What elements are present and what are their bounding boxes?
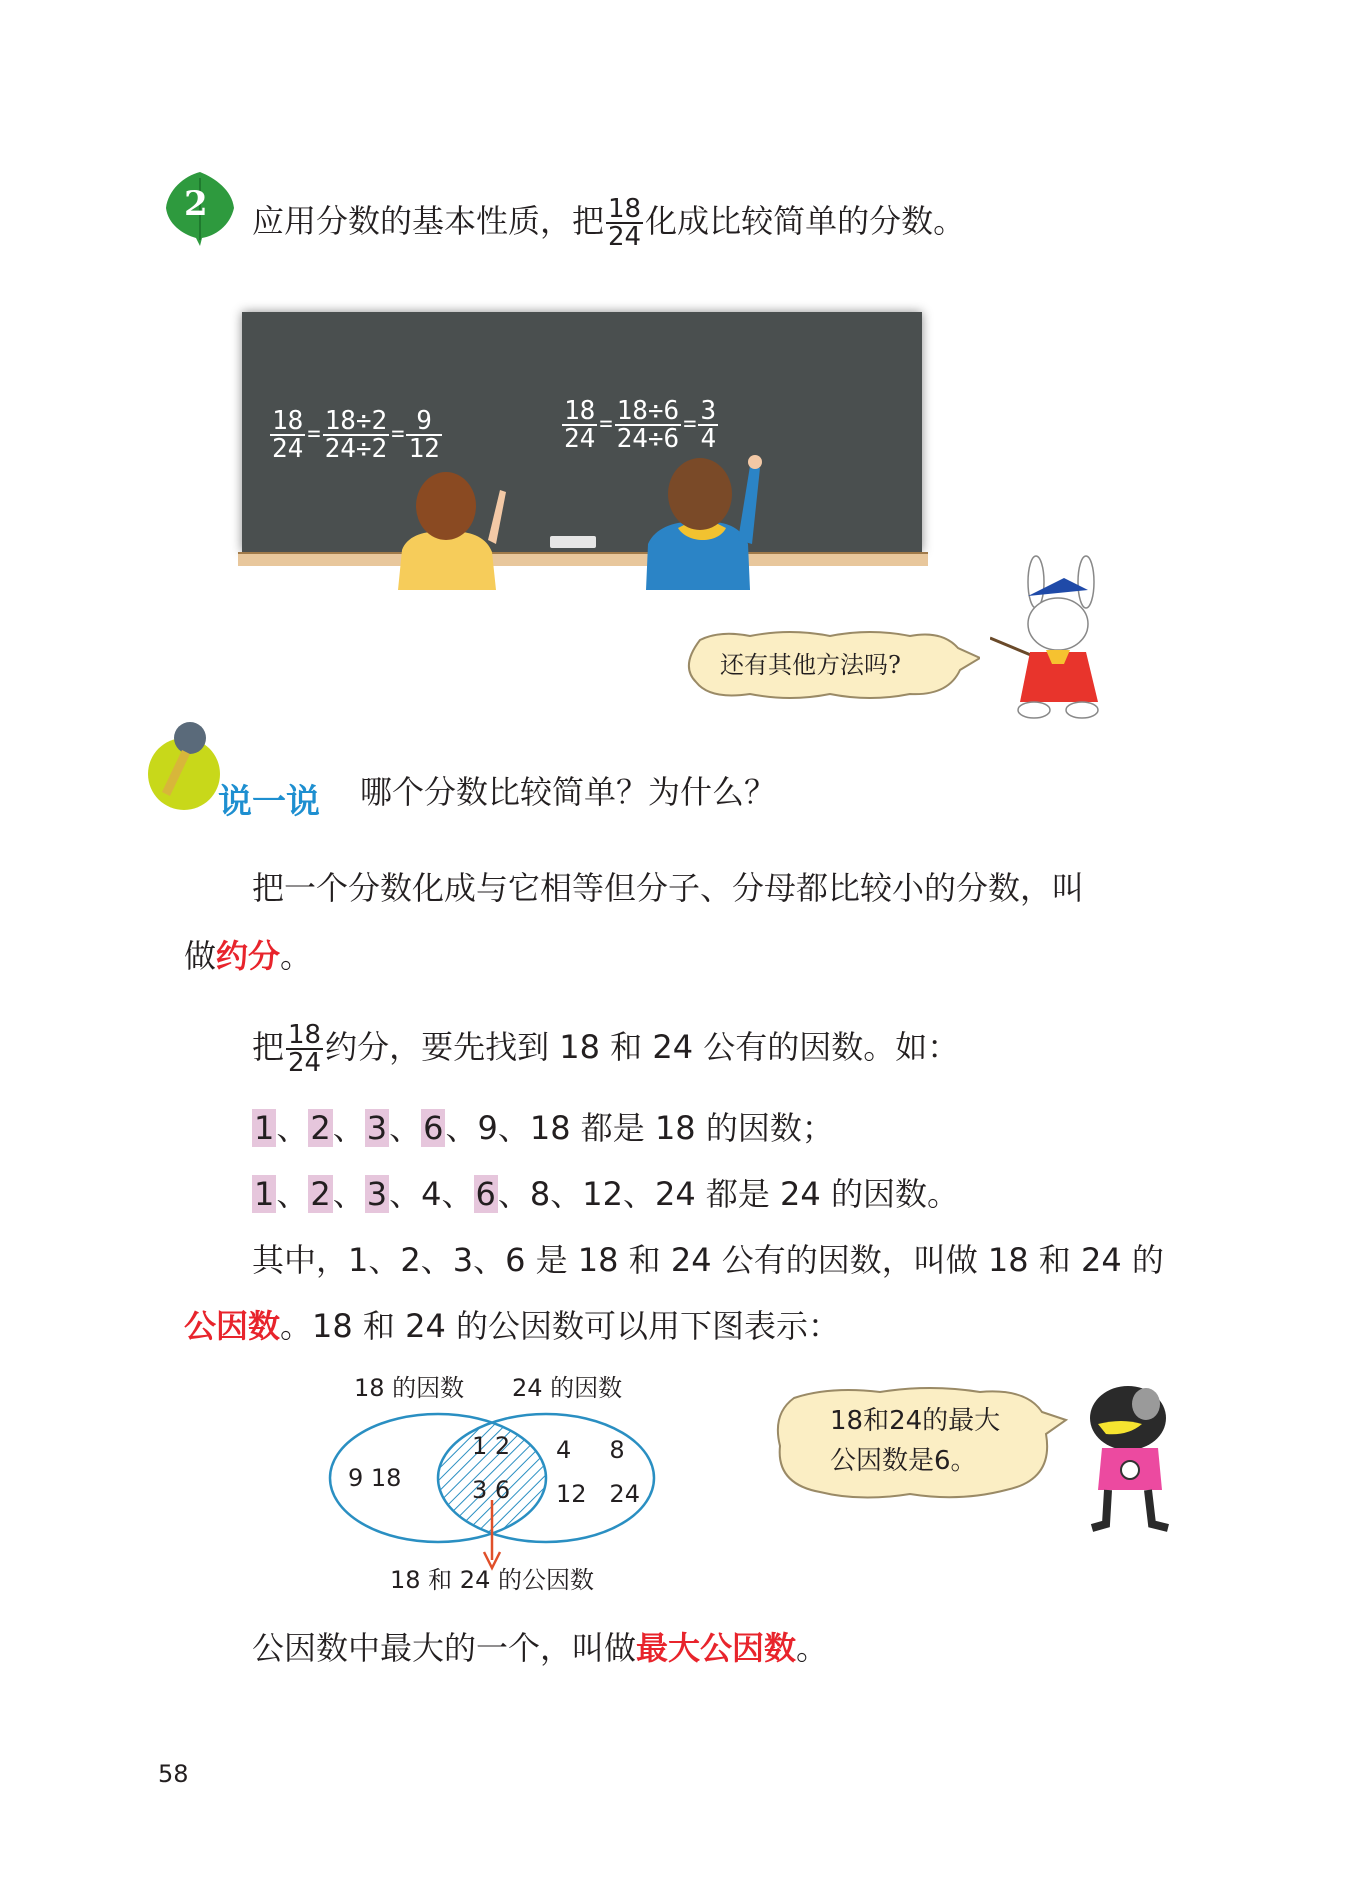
chalk-equation-left: $\frac{18}{24}$ = $\frac{18\div 2}{24\div 2}$ = $\frac{9}{12}$	[272, 406, 440, 464]
eraser	[550, 536, 596, 548]
common-factor-mark: 3	[366, 1175, 388, 1213]
reduce-instruction: 把 $\frac{18}{24}$ 约分，要先找到 18 和 24 公有的因数。如：	[252, 1020, 960, 1078]
common-factor-mark: 2	[310, 1175, 331, 1213]
reduction-definition-line1: 把一个分数化成与它相等但分子、分母都比较小的分数，叫	[252, 869, 1085, 907]
gcd-bubble-line1: 18和24的最大	[830, 1406, 1001, 1436]
gcd-speech-bubble	[770, 1384, 1070, 1504]
say-label: 说一说	[218, 782, 320, 822]
common-factor-line1: 其中，1、2、3、6 是 18 和 24 公有的因数，叫做 18 和 24 的	[252, 1241, 1164, 1279]
boy-student-illustration	[638, 444, 768, 590]
venn-right-row1: 4 8	[556, 1436, 625, 1464]
common-factor-mark: 2	[310, 1109, 331, 1147]
character-illustration	[1072, 1378, 1182, 1534]
example-fraction: $\frac{18}{24}$	[608, 194, 642, 252]
term-common-factor: 公因数	[184, 1307, 281, 1345]
venn-right-row2: 12 24	[556, 1480, 640, 1508]
reduction-definition-line2: 做约分。	[184, 937, 313, 975]
rabbit-teacher-illustration	[990, 552, 1130, 724]
venn-common-row2: 3 6	[472, 1476, 511, 1504]
chalk-equation-right: $\frac{18}{24}$ = $\frac{18\div 6}{24\div 6}$ = $\frac{3}{4}$	[564, 396, 717, 454]
venn-left-only: 9 18	[348, 1464, 402, 1492]
common-factor-mark: 3	[366, 1109, 388, 1147]
common-factor-mark: 1	[254, 1175, 275, 1213]
common-factor-mark: 6	[475, 1175, 496, 1213]
gcd-bubble-line2: 公因数是6。	[830, 1446, 977, 1476]
blackboard-illustration	[238, 308, 928, 590]
chalk-tray	[238, 552, 928, 566]
factors-of-18-line: 1、2、3、6、9、18 都是 18 的因数；	[254, 1109, 834, 1147]
rabbit-speech-bubble	[680, 630, 980, 702]
girl-student-illustration	[388, 460, 508, 590]
microphone-icon	[132, 712, 232, 812]
rabbit-bubble-text: 还有其他方法吗?	[720, 651, 901, 679]
factors-of-24-line: 1、2、3、4、6、8、12、24 都是 24 的因数。	[254, 1175, 959, 1213]
venn-right-label: 24 的因数	[512, 1374, 623, 1402]
say-question: 哪个分数比较简单？为什么？	[360, 773, 777, 811]
venn-common-row1: 1 2	[472, 1432, 511, 1460]
example-number: 2	[184, 184, 208, 224]
term-gcd: 最大公因数	[636, 1629, 797, 1667]
gcd-definition: 公因数中最大的一个，叫做最大公因数。	[252, 1629, 829, 1667]
common-factor-mark: 1	[254, 1109, 275, 1147]
venn-left-label: 18 的因数	[354, 1374, 465, 1402]
term-reduction: 约分	[216, 937, 281, 975]
example-leaf-icon	[160, 168, 240, 248]
example-heading: 应用分数的基本性质，把 $\frac{18}{24}$ 化成比较简单的分数。	[252, 194, 966, 252]
reduce-fraction: $\frac{18}{24}$	[288, 1020, 322, 1078]
common-factor-line2: 公因数。18 和 24 的公因数可以用下图表示：	[184, 1307, 840, 1345]
common-factor-mark: 6	[423, 1109, 444, 1147]
page-number: 58	[158, 1760, 189, 1788]
venn-bottom-label: 18 和 24 的公因数	[390, 1566, 594, 1594]
